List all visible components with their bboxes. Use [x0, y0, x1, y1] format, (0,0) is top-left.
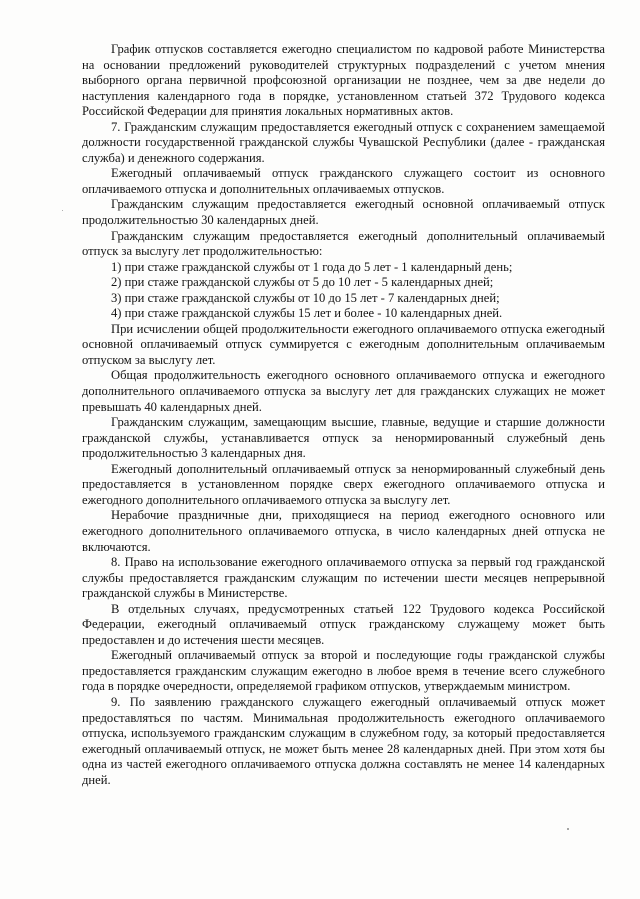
paragraph-vacation-schedule: График отпусков составляется ежегодно специалистом по кадровой работе Министерства на основании предложений руководителей структурных подразделений с учетом мнения выборного органа первичной профсоюзной организации не позднее, чем за две недели до наступления календарного года в порядке, установленном статьей 372 Трудового кодекса Российской Федерации для принятия локальных нормативных актов. — [82, 42, 605, 119]
paragraph-irregular-day-leave: Ежегодный дополнительный оплачиваемый отпуск за ненормированный служебный день предоставляется в установленном порядке сверх ежегодного оплачиваемого отпуска и ежегодного дополнительного оплачиваемого отпуска за выслугу лет. — [82, 461, 605, 507]
paragraph-total-limit: Общая продолжительность ежегодного основного оплачиваемого отпуска и ежегодного дополнительного оплачиваемого отпуска за выслугу лет для гражданских служащих не может превышать 40 календарных дней. — [82, 368, 605, 414]
paragraph-section-9: 9. По заявлению гражданского служащего ежегодный оплачиваемый отпуск может предоставляться по частям. Минимальная продолжительность ежегодного оплачиваемого отпуска, используемого гражданским служащим в служебном году, за который предоставляется ежегодный оплачиваемый отпуск, не может быть менее 28 календарных дней. При этом хотя бы одна из частей ежегодного оплачиваемого отпуска должна составлять не менее 14 календарных дней. — [82, 694, 605, 787]
paragraph-total-calculation: При исчислении общей продолжительности ежегодного оплачиваемого отпуска ежегодный основной оплачиваемый отпуск суммируется с ежегодным дополнительным оплачиваемым отпуском за выслугу лет. — [82, 321, 605, 367]
list-item-seniority-1: 1) при стаже гражданской службы от 1 года до 5 лет - 1 календарный день; — [111, 259, 513, 274]
paragraph-annual-leave-composition: Ежегодный оплачиваемый отпуск гражданского служащего состоит из основного оплачиваемого отпуска и дополнительных оплачиваемых отпусков. — [82, 166, 605, 196]
list-item-seniority-2: 2) при стаже гражданской службы от 5 до 10 лет - 5 календарных дней; — [111, 275, 494, 290]
list-item-seniority-4: 4) при стаже гражданской службы 15 лет и более - 10 календарных дней. — [111, 306, 503, 321]
paragraph-holidays: Нерабочие праздничные дни, приходящиеся на период ежегодного основного или ежегодного дополнительного оплачиваемого отпуска, в число календарных дней отпуска не включаются. — [82, 508, 605, 554]
paragraph-section-8: 8. Право на использование ежегодного оплачиваемого отпуска за первый год гражданской службы предоставляется гражданским служащим по истечении шести месяцев непрерывной гражданской службы в Министерстве. — [82, 555, 605, 601]
list-item-seniority-3: 3) при стаже гражданской службы от 10 до 15 лет - 7 календарных дней; — [111, 290, 500, 305]
paragraph-early-leave: В отдельных случаях, предусмотренных статьей 122 Трудового кодекса Российской Федерации, ежегодный оплачиваемый отпуск гражданскому служащему может быть предоставлен и до истечения шести месяцев. — [82, 601, 605, 647]
paragraph-basic-leave: Гражданским служащим предоставляется ежегодный основной оплачиваемый отпуск продолжительностью 30 календарных дней. — [82, 197, 605, 228]
paragraph-seniority-leave: Гражданским служащим предоставляется ежегодный дополнительный оплачиваемый отпуск за выслугу лет продолжительностью: — [82, 228, 605, 259]
paragraph-subsequent-years: Ежегодный оплачиваемый отпуск за второй и последующие годы гражданской службы предоставляется гражданским служащим ежегодно в любое время в течение всего служебного года в порядке очередности, определяемой графиком отпусков, утверждаемым министром. — [82, 648, 605, 694]
scan-speck — [62, 210, 63, 211]
scan-speck — [567, 828, 569, 830]
document-body — [82, 42, 605, 788]
paragraph-section-7: 7. Гражданским служащим предоставляется ежегодный отпуск с сохранением замещаемой должности государственной гражданской службы Чувашской Республики (далее - гражданская служба) и денежного содержания. — [82, 119, 605, 165]
paragraph-irregular-day: Гражданским служащим, замещающим высшие, главные, ведущие и старшие должности гражданской службы, устанавливается отпуск за ненормированный служебный день продолжительностью 3 календарных дня. — [82, 415, 605, 461]
